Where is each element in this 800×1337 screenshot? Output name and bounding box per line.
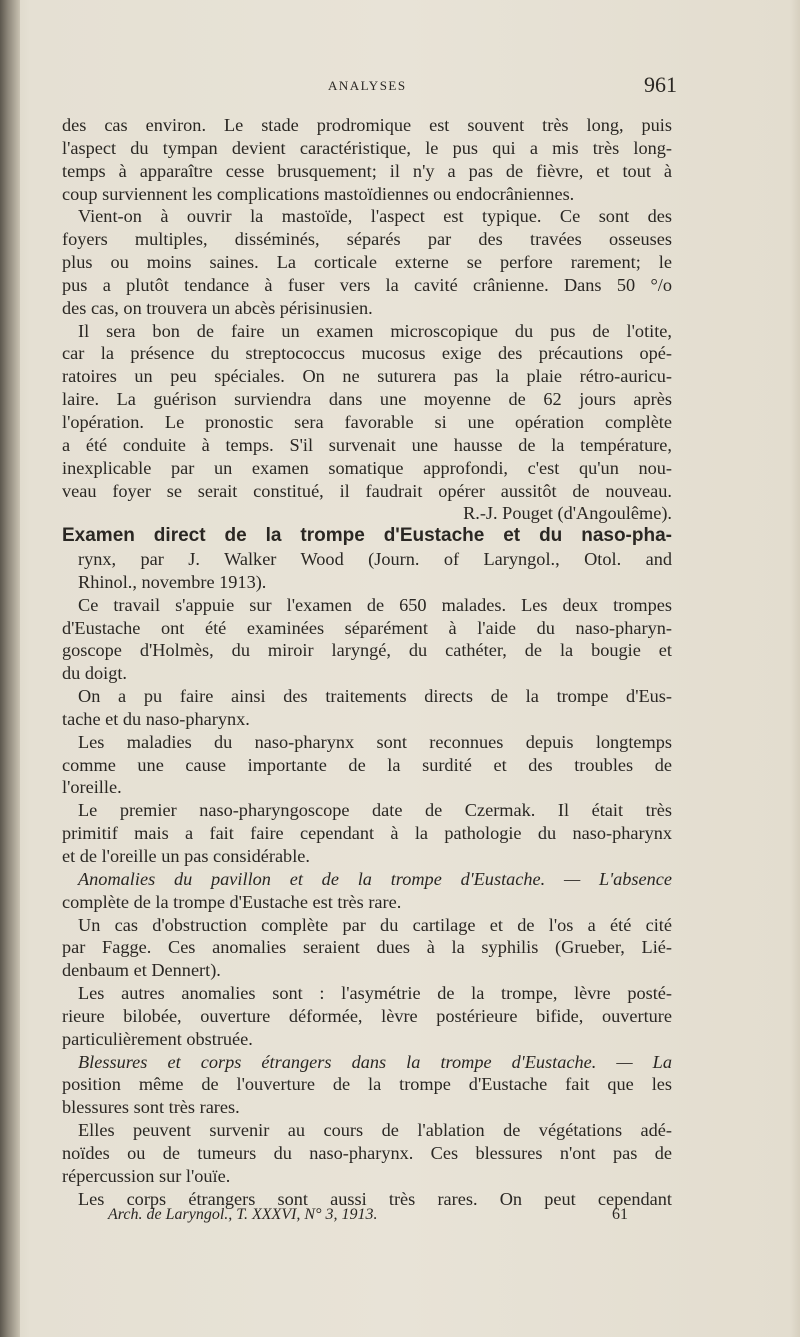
text-line: coup surviennent les complications mastoïdiennes ou endocrâniennes. <box>62 183 575 204</box>
page-number: 961 <box>644 72 677 97</box>
text-line: Les autres anomalies sont : l'asymétrie de la trompe, lèvre posté- <box>78 983 672 1004</box>
text-line: blessures sont très rares. <box>62 1097 240 1118</box>
text-line: goscope d'Holmès, du miroir laryngé, du cathéter, de la bougie et <box>62 640 672 661</box>
text-line: par Fagge. Ces anomalies seraient dues à la syphilis (Grueber, Lié- <box>62 937 672 958</box>
text-line: tache et du naso-pharynx. <box>62 708 250 729</box>
section-heading-line: Blessures et corps étrangers dans la trompe d'Eustache. — La <box>78 1051 672 1072</box>
citation-line: Rhinol., novembre 1913). <box>78 571 267 592</box>
text-line: Les corps étrangers sont aussi très rares. On peut cependant <box>78 1188 672 1209</box>
page-header <box>0 72 800 112</box>
text-line: plus ou moins saines. La corticale externe se perfore rarement; le <box>62 252 672 273</box>
text-line: ratoires un peu spéciales. On ne suturera pas la plaie rétro-auricu- <box>62 366 672 387</box>
text-line: foyers multiples, disséminés, séparés par des travées osseuses <box>62 229 672 250</box>
text-line: l'opération. Le pronostic sera favorable si une opération complète <box>62 411 672 432</box>
text-line: d'Eustache ont été examinées séparément à l'aide du naso-pharyn- <box>62 617 672 638</box>
text-line: Les maladies du naso-pharynx sont reconnues depuis longtemps <box>78 731 672 752</box>
signature-line: R.-J. Pouget (d'Angoulême). <box>463 503 672 524</box>
book-binding-shadow <box>0 0 20 1337</box>
text-line: inexplicable par un examen somatique approfondi, c'est qu'un nou- <box>62 457 672 478</box>
page-footer <box>108 1206 628 1224</box>
text-line: Vient-on à ouvrir la mastoïde, l'aspect est typique. Ce sont des <box>78 206 672 227</box>
text-line: répercussion sur l'ouïe. <box>62 1165 231 1186</box>
text-line: a été conduite à temps. S'il survenait une hausse de la température, <box>62 434 672 455</box>
citation-line: rynx, par J. Walker Wood (Journ. of Laryngol., Otol. and <box>78 549 672 570</box>
text-line: noïdes ou de tumeurs du naso-pharynx. Ces blessures n'ont pas de <box>62 1142 672 1163</box>
running-title: ANALYSES <box>328 78 407 93</box>
sheet-number: 61 <box>612 1206 628 1223</box>
text-line: rieure bilobée, ouverture déformée, lèvre postérieure bifide, ouverture <box>62 1005 672 1026</box>
text-line: des cas environ. Le stade prodromique est souvent très long, puis <box>62 115 672 135</box>
text-line: comme une cause importante de la surdité et des troubles de <box>62 754 672 775</box>
text-line: Un cas d'obstruction complète par du cartilage et de l'os a été cité <box>78 914 672 935</box>
journal-signature: Arch. de Laryngol., T. XXXVI, N° 3, 1913. <box>108 1206 378 1223</box>
section-heading-line: Anomalies du pavillon et de la trompe d'Eustache. — L'absence <box>78 868 672 889</box>
text-line: particulièrement obstruée. <box>62 1028 253 1049</box>
text-line: Ce travail s'appuie sur l'examen de 650 malades. Les deux trompes <box>78 594 672 615</box>
text-line: car la présence du streptococcus mucosus exige des précautions opé- <box>62 343 672 364</box>
text-line: Le premier naso-pharyngoscope date de Czermak. Il était très <box>78 800 672 821</box>
text-line: laire. La guérison surviendra dans une moyenne de 62 jours après <box>62 389 672 410</box>
text-line: Elles peuvent survenir au cours de l'ablation de végétations adé- <box>78 1120 672 1141</box>
text-line: veau foyer se serait constitué, il faudrait opérer aussitôt de nouveau. <box>62 480 672 501</box>
text-line: du doigt. <box>62 663 128 684</box>
text-line: des cas, on trouvera un abcès périsinusien. <box>62 297 373 318</box>
article-heading: Examen direct de la trompe d'Eustache et du naso-pha- <box>62 525 672 547</box>
text-line: pus a plutôt tendance à fuser vers la cavité crânienne. Dans 50 °/o <box>62 274 672 295</box>
text-line: complète de la trompe d'Eustache est très rare. <box>62 891 402 912</box>
text-line: denbaum et Dennert). <box>62 960 221 981</box>
text-line: On a pu faire ainsi des traitements directs de la trompe d'Eus- <box>78 686 672 707</box>
text-line: Il sera bon de faire un examen microscopique du pus de l'otite, <box>78 320 672 341</box>
text-line: l'aspect du tympan devient caractéristique, le pus qui a mis très long- <box>62 137 672 158</box>
text-line: l'oreille. <box>62 777 122 798</box>
text-line: temps à apparaître cesse brusquement; il n'y a pas de fièvre, et tout à <box>62 160 672 181</box>
body-text <box>62 114 672 1211</box>
text-line: et de l'oreille un pas considérable. <box>62 846 310 866</box>
text-line: position même de l'ouverture de la trompe d'Eustache fait que les <box>62 1074 672 1095</box>
text-line: primitif mais a fait faire cependant à la pathologie du naso-pharynx <box>62 823 672 844</box>
